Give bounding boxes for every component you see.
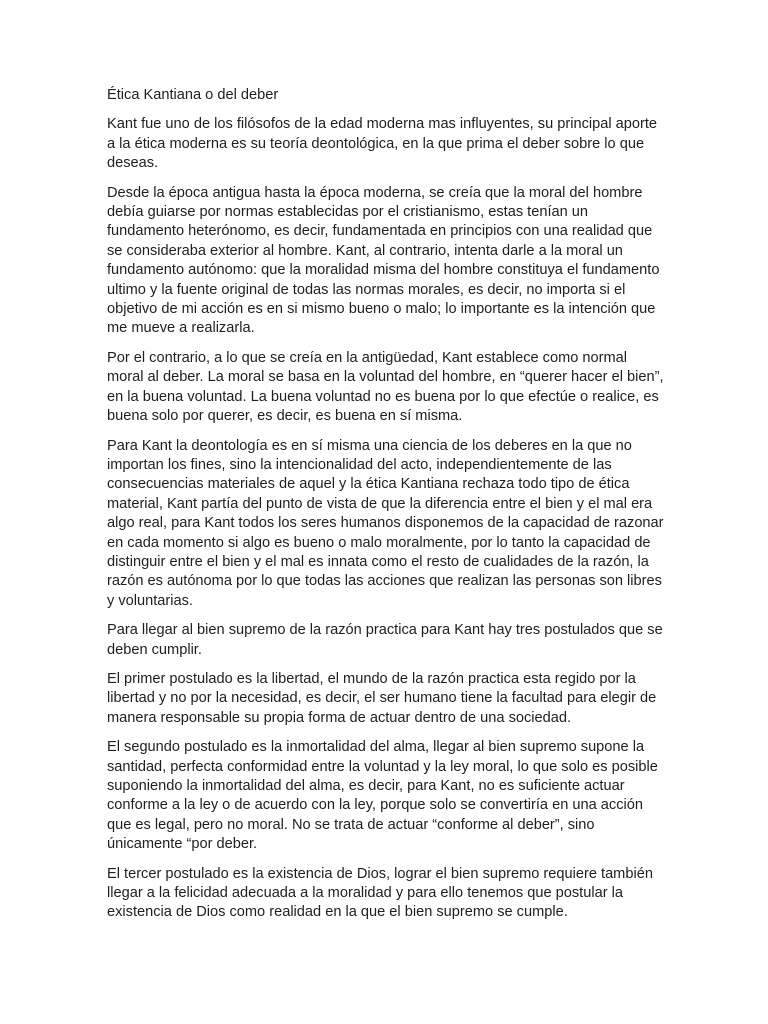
- document-title: Ética Kantiana o del deber: [107, 87, 279, 103]
- paragraph-intro: Kant fue uno de los filósofos de la edad moderna mas influyentes, su principal aporte a la ética moderna es su teoría deontológica, en la que prima el deber sobre lo que deseas.: [107, 116, 658, 172]
- paragraph-duty: Por el contrario, a lo que se creía en la antigüedad, Kant establece como normal moral al deber. La moral se basa en la voluntad del hombre, en “querer hacer el bien”, en la buena voluntad. La buena voluntad no es buena por lo que efectúe o realice, es buena solo por querer, es decir, es buena en sí misma.: [107, 349, 664, 425]
- paragraph-third-postulate: El tercer postulado es la existencia de Dios, lograr el bien supremo requiere también llegar a la felicidad adecuada a la moralidad y para ello tenemos que postular la existencia de Dios como realidad en la que el bien supremo se cumple.: [107, 865, 653, 921]
- paragraph-second-postulate: El segundo postulado es la inmortalidad del alma, llegar al bien supremo supone la santidad, perfecta conformidad entre la voluntad y la ley moral, lo que solo es posible suponiendo la inmortalidad del alma, es decir, para Kant, no es suficiente actuar conforme a la ley o de acuerdo con la ley, porque solo se convertiría en una acción que es legal, pero no moral. No se trata de actuar “conforme al deber”, sino únicamente “por deber.: [107, 739, 658, 853]
- paragraph-first-postulate: El primer postulado es la libertad, el mundo de la razón practica esta regido por la libertad y no por la necesidad, es decir, el ser humano tiene la facultad para elegir de manera responsable su propia forma de actuar dentro de una sociedad.: [107, 670, 657, 726]
- paragraph-postulates-intro: Para llegar al bien supremo de la razón practica para Kant hay tres postulados que se deben cumplir.: [107, 622, 663, 658]
- paragraph-deontology: Para Kant la deontología es en sí misma una ciencia de los deberes en la que no importan los fines, sino la intencionalidad del acto, independientemente de las consecuencias materiales de aquel y la ética Kantiana rechaza todo tipo de ética material, Kant partía del punto de vista de que la diferencia entre el bien y el mal era algo real, para Kant todos los seres humanos disponemos de la capacidad de razonar en cada momento si algo es bueno o malo moralmente, por lo tanto la capacidad de distinguir entre el bien y el mal es innata como el resto de cualidades de la razón, la razón es autónoma por lo que todas las acciones que realizan las personas son libres y voluntarias.: [107, 437, 664, 609]
- paragraph-moral-history: Desde la época antigua hasta la época moderna, se creía que la moral del hombre debía guiarse por normas establecidas por el cristianismo, estas tenían un fundamento heterónomo, es decir, fundamentada en principios con una realidad que se consideraba exterior al hombre. Kant, al contrario, intenta darle a la moral un fundamento autónomo: que la moralidad misma del hombre constituya el fundamento ultimo y la fuente original de todas las normas morales, es decir, no importa si el objetivo de mi acción es en si mismo bueno o malo; lo importante es la intención que me mueve a realizarla.: [107, 184, 660, 337]
- document-body: [107, 86, 667, 933]
